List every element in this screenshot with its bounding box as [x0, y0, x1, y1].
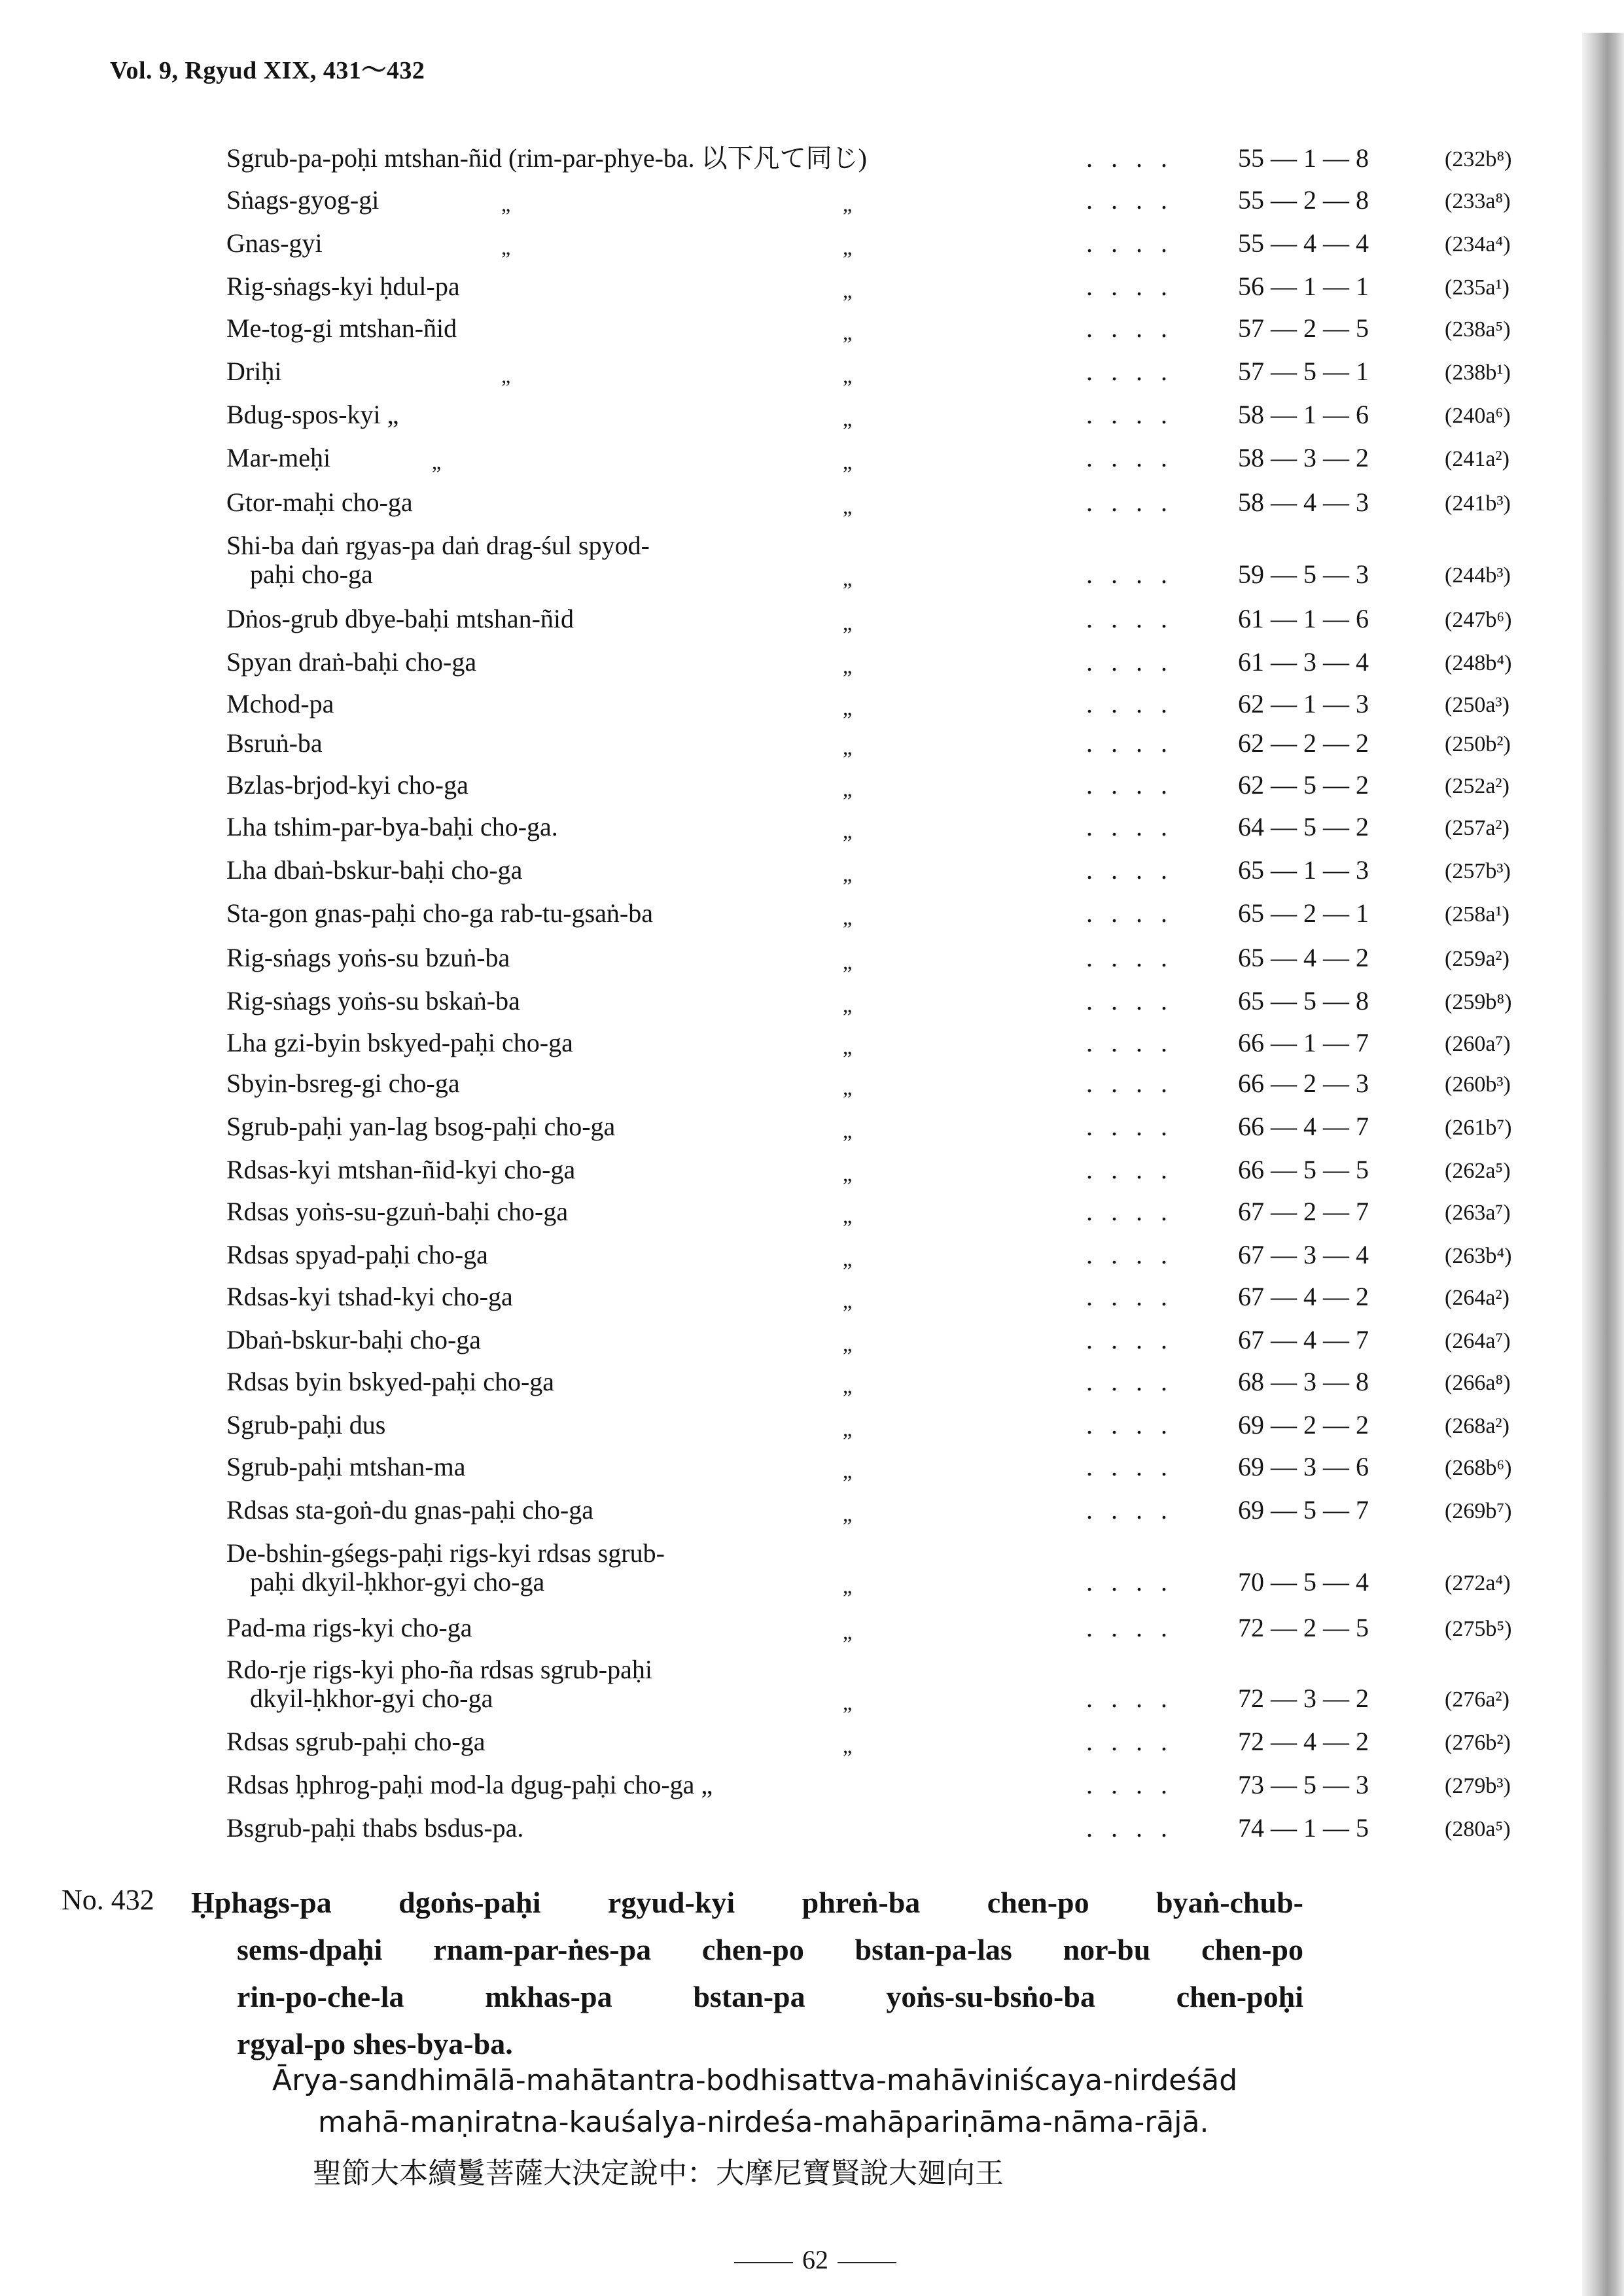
ditto-mark: „	[843, 1691, 853, 1714]
entry-number-label: No. 432	[62, 1884, 154, 1916]
volume-page-line-ref: 64 — 5 — 2	[1238, 812, 1369, 841]
volume-page-line-ref: 58 — 1 — 6	[1238, 400, 1369, 429]
leader-dots: . . . .	[1086, 647, 1173, 677]
entry-title	[226, 1771, 713, 1799]
leader-dots: . . . .	[1086, 487, 1173, 517]
entry-title	[226, 987, 520, 1016]
leader-dots: . . . .	[1086, 898, 1173, 928]
leader-dots: . . . .	[1086, 604, 1173, 633]
entry-title	[226, 899, 653, 928]
page-number-dash-left	[734, 2262, 793, 2263]
ditto-mark: „	[843, 1620, 853, 1644]
leader-dots: . . . .	[1086, 357, 1173, 386]
entry-title	[226, 1727, 485, 1756]
leader-dots: . . . .	[1086, 559, 1173, 589]
ditto-mark: „	[843, 279, 853, 302]
volume-page-line-ref: 57 — 2 — 5	[1238, 313, 1369, 343]
folio-ref: (238b¹)	[1445, 361, 1511, 385]
entry-title-line: Rig-sṅags yoṅs-su bskaṅ-ba	[226, 986, 520, 1016]
leader-dots: . . . .	[1086, 943, 1173, 972]
entry-title-line: Bsgrub-paḥi thabs bsdus-pa.	[226, 1813, 524, 1843]
folio-ref: (238a⁵)	[1445, 317, 1511, 342]
leader-dots: . . . .	[1086, 1452, 1173, 1481]
entry-title-line: Rdsas sgrub-paḥi cho-ga	[226, 1727, 485, 1756]
folio-ref: (232b⁸)	[1445, 147, 1512, 171]
ditto-mark: „	[843, 1734, 853, 1757]
entry-title	[226, 1368, 554, 1396]
leader-dots: . . . .	[1086, 1495, 1173, 1525]
entry-title	[226, 1411, 385, 1439]
ditto-mark: „	[843, 1332, 853, 1356]
entry-title-line: Rdsas byin bskyed-paḥi cho-ga	[226, 1367, 555, 1396]
entry-title-line: Rig-sṅags yoṅs-su bzuṅ-ba	[226, 943, 510, 972]
entry-title	[226, 1655, 815, 1713]
entry-title-line: paḥi cho-ga	[250, 559, 373, 589]
leader-dots: . . . .	[1086, 228, 1173, 258]
entry-title	[226, 856, 522, 885]
ditto-mark: „	[843, 567, 853, 590]
leader-dots: . . . .	[1086, 1069, 1173, 1098]
leader-dots: . . . .	[1086, 728, 1173, 758]
ditto-mark: „	[843, 192, 853, 216]
volume-page-line-ref: 72 — 2 — 5	[1238, 1613, 1369, 1642]
entry-title-line: Gnas-gyi	[226, 228, 323, 258]
leader-dots: . . . .	[1086, 1770, 1173, 1799]
entry-title-line: Sta-gon gnas-paḥi cho-ga rab-tu-gsaṅ-ba	[226, 898, 653, 928]
entry-title	[226, 729, 323, 758]
leader-dots: . . . .	[1086, 143, 1173, 173]
ditto-mark: „	[843, 862, 853, 886]
folio-ref: (234a⁴)	[1445, 232, 1511, 256]
folio-ref: (241a²)	[1445, 447, 1509, 471]
entry-title-line: Rdsas sta-goṅ-du gnas-paḥi cho-ga	[226, 1495, 593, 1525]
volume-page-line-ref: 67 — 2 — 7	[1238, 1197, 1369, 1226]
entry-title	[226, 813, 558, 841]
ditto-mark: „	[843, 1162, 853, 1186]
entry-title-line: dkyil-ḥkhor-gyi cho-ga	[250, 1684, 493, 1713]
title-line: rin-po-che-la mkhas-pa bstan-pa yoṅs-su-bsṅo-ba chen-poḥi	[237, 1980, 1303, 2013]
ditto-mark: „	[843, 364, 853, 387]
scan-edge-shadow	[1582, 33, 1624, 2296]
volume-page-line-ref: 66 — 1 — 7	[1238, 1028, 1369, 1057]
ditto-mark: „	[843, 777, 853, 801]
ditto-mark: „	[843, 1417, 853, 1441]
ditto-mark: „	[843, 1119, 853, 1142]
ditto-mark: „	[843, 1289, 853, 1313]
ditto-mark: „	[843, 1247, 853, 1271]
volume-page-line-ref: 58 — 3 — 2	[1238, 443, 1369, 472]
folio-ref: (279b³)	[1445, 1774, 1511, 1798]
leader-dots: . . . .	[1086, 1197, 1173, 1226]
folio-ref: (261b⁷)	[1445, 1116, 1512, 1140]
volume-page-line-ref: 66 — 5 — 5	[1238, 1155, 1369, 1184]
volume-page-line-ref: 57 — 5 — 1	[1238, 357, 1369, 386]
folio-ref: (276a²)	[1445, 1687, 1509, 1712]
folio-ref: (263a⁷)	[1445, 1201, 1511, 1225]
folio-ref: (264a⁷)	[1445, 1329, 1511, 1353]
leader-dots: . . . .	[1086, 1240, 1173, 1269]
ditto-mark: „	[501, 192, 511, 216]
leader-dots: . . . .	[1086, 812, 1173, 841]
entry-title-line: Dbaṅ-bskur-baḥi cho-ga	[226, 1325, 482, 1354]
volume-page-line-ref: 65 — 4 — 2	[1238, 943, 1369, 972]
ditto-mark: „	[501, 364, 511, 387]
folio-ref: (268a²)	[1445, 1414, 1509, 1438]
volume-page-line-ref: 68 — 3 — 8	[1238, 1367, 1369, 1396]
entry-title	[226, 1539, 815, 1597]
folio-ref: (247b⁶)	[1445, 608, 1512, 632]
volume-page-line-ref: 69 — 2 — 2	[1238, 1410, 1369, 1439]
entry-title-line: Dṅos-grub dbye-baḥi mtshan-ñid	[226, 604, 574, 633]
entry-title-line: Lha dbaṅ-bskur-baḥi cho-ga	[226, 855, 523, 885]
entry-title	[226, 1614, 472, 1642]
volume-page-line-ref: 70 — 5 — 4	[1238, 1567, 1369, 1597]
entry-title	[226, 1326, 481, 1354]
ditto-mark: „	[843, 654, 853, 678]
folio-ref: (260b³)	[1445, 1072, 1511, 1097]
entry-title-line: Lha tshim-par-bya-baḥi cho-ga.	[226, 812, 558, 841]
volume-page-line-ref: 56 — 1 — 1	[1238, 272, 1369, 301]
sanskrit-title	[272, 2060, 1237, 2144]
volume-page-line-ref: 65 — 1 — 3	[1238, 855, 1369, 885]
entry-title	[226, 605, 574, 633]
entry-title	[226, 690, 334, 718]
volume-page-line-ref: 72 — 3 — 2	[1238, 1684, 1369, 1713]
volume-page-line-ref: 55 — 2 — 8	[1238, 185, 1369, 215]
entry-title	[226, 1112, 615, 1141]
entry-title	[226, 1453, 466, 1481]
entry-title	[226, 229, 323, 258]
title-line: rgyal-po shes-bya-ba.	[237, 2027, 513, 2060]
page-number-dash-right	[838, 2262, 896, 2263]
ditto-mark: „	[432, 450, 442, 474]
volume-page-line-ref: 65 — 5 — 8	[1238, 986, 1369, 1016]
leader-dots: . . . .	[1086, 1684, 1173, 1713]
entry-title-line: Rdsas-kyi tshad-kyi cho-ga	[226, 1282, 513, 1311]
sanskrit-line: mahā-maṇiratna-kauśalya-nirdeśa-mahāpariṇāma-nāma-rājā.	[318, 2106, 1209, 2139]
folio-ref: (262a⁵)	[1445, 1159, 1511, 1183]
leader-dots: . . . .	[1086, 1727, 1173, 1756]
folio-ref: (259a²)	[1445, 947, 1509, 971]
volume-page-line-ref: 67 — 3 — 4	[1238, 1240, 1369, 1269]
leader-dots: . . . .	[1086, 855, 1173, 885]
entry-title-line: Bzlas-brjod-kyi cho-ga	[226, 770, 468, 800]
folio-ref: (280a⁵)	[1445, 1817, 1511, 1841]
folio-ref: (272a⁴)	[1445, 1571, 1511, 1595]
volume-page-line-ref: 61 — 1 — 6	[1238, 604, 1369, 633]
entry-title-line: Driḥi	[226, 357, 282, 386]
folio-ref: (260a⁷)	[1445, 1032, 1511, 1056]
entry-title	[226, 771, 468, 800]
entry-title	[226, 1814, 523, 1843]
ditto-mark: „	[843, 1035, 853, 1059]
leader-dots: . . . .	[1086, 443, 1173, 472]
leader-dots: . . . .	[1086, 1282, 1173, 1311]
ditto-mark: „	[843, 1574, 853, 1598]
leader-dots: . . . .	[1086, 770, 1173, 800]
entry-title-line: Sgrub-paḥi mtshan-ma	[226, 1452, 466, 1481]
entry-title-line: Sbyin-bsreg-gi cho-ga	[226, 1069, 460, 1098]
ditto-mark: „	[843, 696, 853, 720]
folio-ref: (263b⁴)	[1445, 1244, 1512, 1268]
entry-title-line: Rdo-rje rigs-kyi pho-ña rdsas sgrub-paḥi	[226, 1655, 652, 1684]
folio-ref: (257b³)	[1445, 859, 1511, 883]
folio-ref: (269b⁷)	[1445, 1499, 1512, 1523]
leader-dots: . . . .	[1086, 400, 1173, 429]
leader-dots: . . . .	[1086, 1613, 1173, 1642]
entry-title-line: Me-tog-gi mtshan-ñid	[226, 313, 457, 343]
folio-ref: (241b³)	[1445, 491, 1511, 516]
folio-ref: (258a¹)	[1445, 902, 1509, 927]
leader-dots: . . . .	[1086, 272, 1173, 301]
page-number-value: 62	[802, 2245, 828, 2274]
ditto-mark: „	[843, 321, 853, 344]
entry-title	[226, 488, 413, 517]
ditto-mark: „	[843, 735, 853, 759]
volume-page-line-ref: 73 — 5 — 3	[1238, 1770, 1369, 1799]
folio-ref: (275b⁵)	[1445, 1617, 1512, 1641]
entry-title	[226, 1282, 513, 1311]
volume-page-line-ref: 67 — 4 — 2	[1238, 1282, 1369, 1311]
sanskrit-line: Ārya-sandhimālā-mahātantra-bodhisattva-mahāviniścaya-nirdeśād	[272, 2064, 1238, 2097]
folio-ref: (235a¹)	[1445, 275, 1509, 300]
volume-page-line-ref: 67 — 4 — 7	[1238, 1325, 1369, 1354]
entry-title	[226, 1069, 460, 1098]
entry-title-line: Sgrub-paḥi dus	[226, 1410, 386, 1439]
entry-title	[226, 357, 281, 386]
folio-ref: (233a⁸)	[1445, 189, 1511, 213]
entry-title	[226, 272, 460, 301]
ditto-mark: „	[843, 1459, 853, 1483]
folio-ref: (266a⁸)	[1445, 1371, 1511, 1395]
leader-dots: . . . .	[1086, 1155, 1173, 1184]
entry-title-line: Mar-meḥi	[226, 443, 331, 472]
leader-dots: . . . .	[1086, 1410, 1173, 1439]
volume-page-line-ref: 62 — 5 — 2	[1238, 770, 1369, 800]
folio-ref: (250a³)	[1445, 693, 1509, 717]
folio-ref: (276b²)	[1445, 1731, 1511, 1755]
entry-title-line: Bsruṅ-ba	[226, 728, 323, 758]
ditto-mark: „	[843, 1076, 853, 1099]
leader-dots: . . . .	[1086, 1112, 1173, 1141]
volume-page-line-ref: 55 — 1 — 8	[1238, 143, 1369, 173]
volume-page-line-ref: 66 — 4 — 7	[1238, 1112, 1369, 1141]
volume-page-line-ref: 74 — 1 — 5	[1238, 1813, 1369, 1843]
ditto-mark: „	[843, 450, 853, 474]
leader-dots: . . . .	[1086, 1567, 1173, 1597]
entry-title	[226, 531, 815, 589]
entry-432-title	[191, 1879, 1303, 2068]
ditto-mark: „	[843, 1502, 853, 1526]
volume-page-line-ref: 59 — 5 — 3	[1238, 559, 1369, 589]
leader-dots: . . . .	[1086, 1813, 1173, 1843]
leader-dots: . . . .	[1086, 1028, 1173, 1057]
entry-title-line: Rdsas ḥphrog-paḥi mod-la dgug-paḥi cho-ga „	[226, 1770, 713, 1799]
folio-ref: (252a²)	[1445, 774, 1509, 798]
leader-dots: . . . .	[1086, 1367, 1173, 1396]
volume-page-line-ref: 58 — 4 — 3	[1238, 487, 1369, 517]
volume-page-line-ref: 62 — 2 — 2	[1238, 728, 1369, 758]
entry-title	[226, 1197, 568, 1226]
ditto-mark: „	[843, 819, 853, 843]
entry-title	[226, 1241, 488, 1269]
entry-title	[226, 400, 398, 429]
ditto-mark: „	[843, 906, 853, 929]
volume-page-line-ref: 61 — 3 — 4	[1238, 647, 1369, 677]
entry-title-line: Bdug-spos-kyi „	[226, 400, 399, 429]
folio-ref: (259b⁸)	[1445, 990, 1512, 1014]
folio-ref: (240a⁶)	[1445, 404, 1511, 428]
entry-title-line: Pad-ma rigs-kyi cho-ga	[226, 1613, 472, 1642]
entry-title-line: Spyan draṅ-baḥi cho-ga	[226, 647, 477, 677]
folio-ref: (264a²)	[1445, 1286, 1509, 1310]
title-line: Ḥphags-pa dgoṅs-paḥi rgyud-kyi phreṅ-ba chen-po byaṅ-chub-	[191, 1886, 1303, 1919]
entry-title	[226, 1496, 593, 1525]
entry-title-line: Mchod-pa	[226, 689, 334, 718]
leader-dots: . . . .	[1086, 1325, 1173, 1354]
entry-title	[226, 186, 379, 215]
entry-title-line: Sgrub-paḥi yan-lag bsog-paḥi cho-ga	[226, 1112, 616, 1141]
leader-dots: . . . .	[1086, 185, 1173, 215]
volume-page-line-ref: 55 — 4 — 4	[1238, 228, 1369, 258]
ditto-mark: „	[843, 1204, 853, 1227]
entry-title-line: Sgrub-pa-poḥi mtshan-ñid (rim-par-phye-ba. 以下凡て同じ)	[226, 143, 867, 173]
ditto-mark: „	[843, 950, 853, 974]
entry-title	[226, 944, 510, 972]
entry-title-line: Rdsas spyad-paḥi cho-ga	[226, 1240, 488, 1269]
ditto-mark: „	[843, 1374, 853, 1398]
folio-ref: (257a²)	[1445, 816, 1509, 840]
entry-title-line: Rig-sṅags-kyi ḥdul-pa	[226, 272, 460, 301]
running-header: Vol. 9, Rgyud XIX, 431～432	[110, 57, 425, 84]
entry-title-line: Rdsas yoṅs-su-gzuṅ-baḥi cho-ga	[226, 1197, 569, 1226]
entry-title-line: Lha gzi-byin bskyed-paḥi cho-ga	[226, 1028, 573, 1057]
page-number	[725, 2244, 906, 2275]
ditto-mark: „	[843, 611, 853, 635]
entry-title-line: Sṅags-gyog-gi	[226, 185, 380, 215]
chinese-title: 聖節大本續鬘菩薩大決定說中：大摩尼寶賢說大廻向王	[313, 2157, 1004, 2190]
folio-ref: (244b³)	[1445, 563, 1511, 588]
folio-ref: (268b⁶)	[1445, 1456, 1512, 1480]
entry-title-line: Rdsas-kyi mtshan-ñid-kyi cho-ga	[226, 1155, 576, 1184]
folio-ref: (248b⁴)	[1445, 651, 1512, 675]
entry-title	[226, 1156, 575, 1184]
entry-title	[226, 144, 867, 173]
leader-dots: . . . .	[1086, 986, 1173, 1016]
entry-title	[226, 444, 330, 472]
title-line: sems-dpaḥi rnam-par-ṅes-pa chen-po bstan-pa-las nor-bu chen-po	[237, 1933, 1303, 1966]
entry-title	[226, 648, 476, 677]
folio-ref: (250b²)	[1445, 732, 1511, 756]
entry-title	[226, 1029, 573, 1057]
leader-dots: . . . .	[1086, 689, 1173, 718]
entry-title-line: Shi-ba daṅ rgyas-pa daṅ drag-śul spyod-	[226, 531, 650, 560]
volume-page-line-ref: 69 — 5 — 7	[1238, 1495, 1369, 1525]
ditto-mark: „	[501, 236, 511, 259]
volume-page-line-ref: 66 — 2 — 3	[1238, 1069, 1369, 1098]
ditto-mark: „	[843, 236, 853, 259]
volume-page-line-ref: 69 — 3 — 6	[1238, 1452, 1369, 1481]
entry-title	[226, 314, 457, 343]
leader-dots: . . . .	[1086, 313, 1173, 343]
volume-page-line-ref: 62 — 1 — 3	[1238, 689, 1369, 718]
ditto-mark: „	[843, 495, 853, 518]
entry-title-line: paḥi dkyil-ḥkhor-gyi cho-ga	[250, 1567, 545, 1597]
volume-page-line-ref: 72 — 4 — 2	[1238, 1727, 1369, 1756]
ditto-mark: „	[843, 993, 853, 1017]
volume-page-line-ref: 65 — 2 — 1	[1238, 898, 1369, 928]
entry-title-line: De-bshin-gśegs-paḥi rigs-kyi rdsas sgrub-	[226, 1538, 665, 1568]
entry-title-line: Gtor-maḥi cho-ga	[226, 487, 413, 517]
ditto-mark: „	[843, 407, 853, 431]
